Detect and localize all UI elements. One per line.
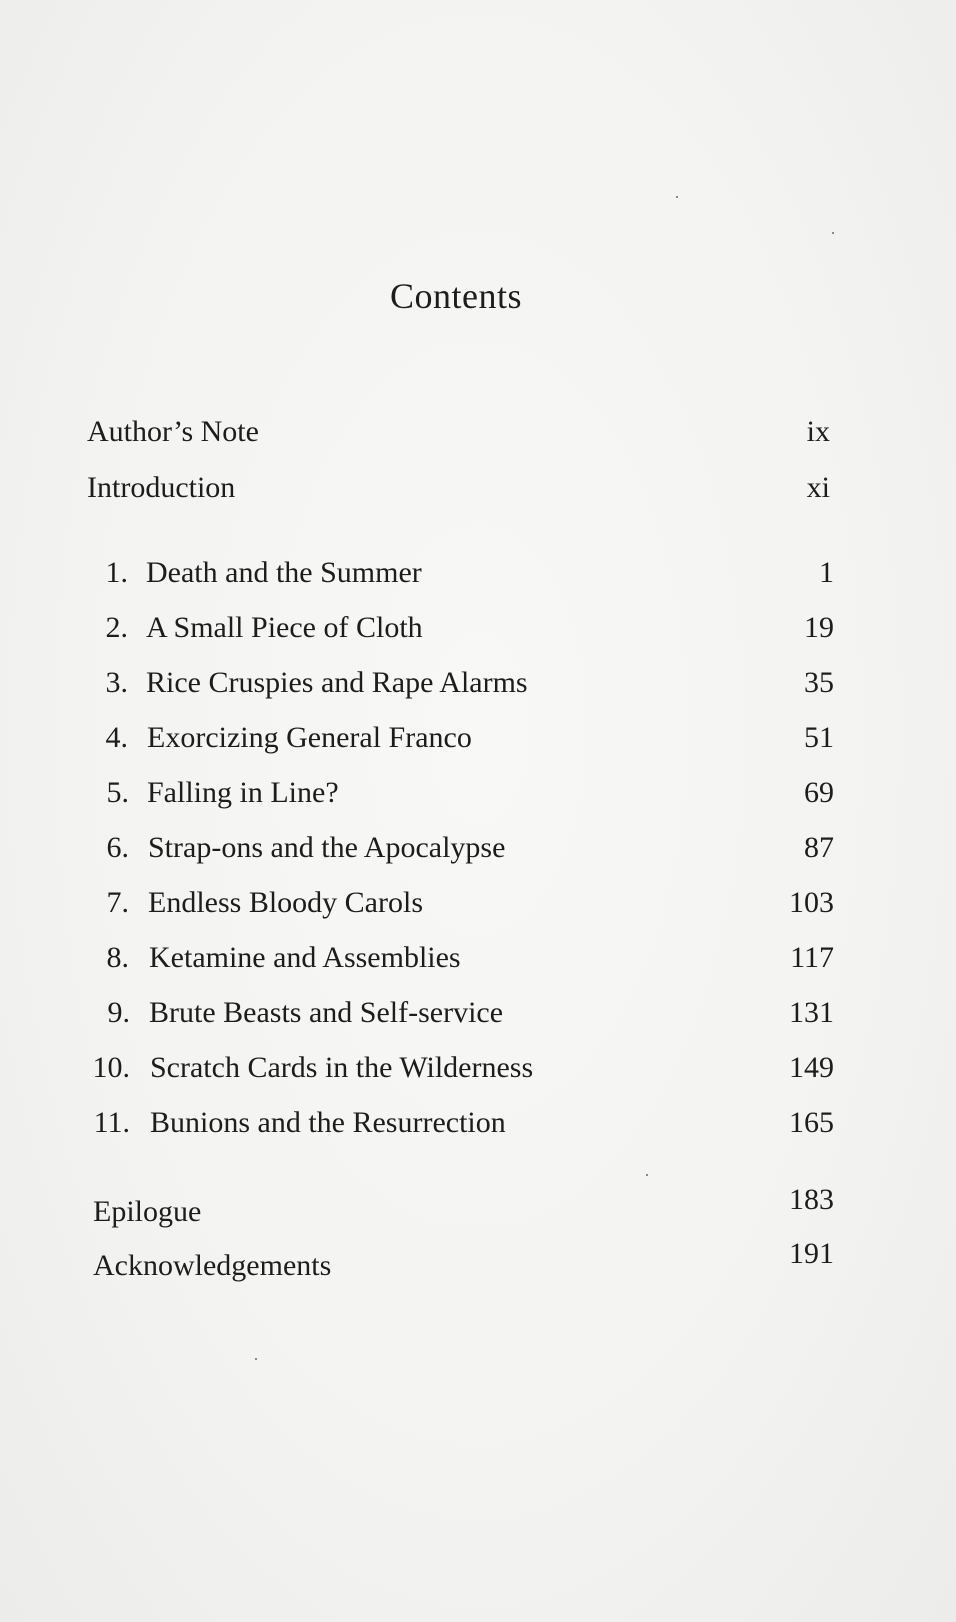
toc-chapter-11 xyxy=(0,1103,956,1143)
paper-speck xyxy=(832,232,834,234)
toc-entry-page: 87 xyxy=(804,831,834,864)
toc-chapter-2 xyxy=(0,608,956,648)
toc-chapter-number: 7. xyxy=(106,886,129,919)
toc-entry-label: A Small Piece of Cloth xyxy=(146,611,423,644)
toc-entry-page: ix xyxy=(806,415,830,448)
toc-chapter-number: 10. xyxy=(92,1051,130,1084)
paper-speck xyxy=(646,1174,648,1176)
toc-entry-acknowledgements xyxy=(0,1237,956,1286)
toc-entry-page: 131 xyxy=(789,996,834,1029)
toc-entry-page: 69 xyxy=(804,776,834,809)
toc-chapter-5 xyxy=(0,773,956,813)
toc-entry-label: Falling in Line? xyxy=(147,776,339,809)
toc-chapter-number: 1. xyxy=(105,556,128,589)
toc-entry-epilogue xyxy=(0,1183,956,1232)
toc-entry-label: Acknowledgements xyxy=(93,1249,332,1282)
toc-chapter-1 xyxy=(0,553,956,593)
toc-chapter-9 xyxy=(0,993,956,1033)
toc-chapter-8 xyxy=(0,938,956,978)
toc-entry-page: 19 xyxy=(804,611,834,644)
paper-speck xyxy=(255,1358,257,1360)
toc-entry-page: 191 xyxy=(789,1237,834,1270)
toc-entry-page: xi xyxy=(806,471,830,504)
toc-chapter-4 xyxy=(0,718,956,758)
toc-entry-page: 35 xyxy=(804,666,834,699)
toc-chapter-number: 4. xyxy=(105,721,128,754)
toc-entry-page: 51 xyxy=(804,721,834,754)
toc-entry-label: Scratch Cards in the Wilderness xyxy=(150,1051,534,1084)
toc-entry-label: Rice Cruspies and Rape Alarms xyxy=(146,666,528,699)
toc-chapter-number: 11. xyxy=(93,1106,130,1139)
toc-entry-label: Death and the Summer xyxy=(146,556,422,589)
toc-entry-label: Ketamine and Assemblies xyxy=(149,941,461,974)
toc-entry-label: Bunions and the Resurrection xyxy=(150,1106,506,1139)
toc-entry-page: 103 xyxy=(789,886,834,919)
toc-entry-label: Strap-ons and the Apocalypse xyxy=(148,831,506,864)
toc-entry-label: Exorcizing General Franco xyxy=(147,721,472,754)
paper-speck xyxy=(676,196,678,198)
toc-entry-page: 149 xyxy=(789,1051,834,1084)
toc-chapter-number: 3. xyxy=(105,666,128,699)
toc-entry-page: 165 xyxy=(789,1106,834,1139)
toc-entry-page: 1 xyxy=(819,556,834,589)
toc-chapter-number: 8. xyxy=(106,941,129,974)
toc-chapter-7 xyxy=(0,883,956,923)
toc-entry-introduction xyxy=(0,468,956,508)
page-title: Contents xyxy=(389,276,522,316)
toc-chapter-3 xyxy=(0,663,956,703)
toc-entry-page: 117 xyxy=(790,941,834,974)
toc-entry-label: Endless Bloody Carols xyxy=(148,886,423,919)
toc-chapter-number: 2. xyxy=(105,611,128,644)
toc-chapter-10 xyxy=(0,1048,956,1088)
toc-entry-label: Introduction xyxy=(87,471,236,504)
toc-chapter-number: 6. xyxy=(106,831,129,864)
toc-chapter-number: 5. xyxy=(106,776,129,809)
toc-entry-authors-note xyxy=(0,412,956,452)
toc-entry-label: Brute Beasts and Self-service xyxy=(149,996,504,1029)
toc-entry-page: 183 xyxy=(789,1183,834,1216)
toc-chapter-number: 9. xyxy=(107,996,130,1029)
toc-entry-label: Epilogue xyxy=(93,1195,202,1228)
toc-chapter-6 xyxy=(0,828,956,868)
toc-entry-label: Author’s Note xyxy=(87,415,259,448)
